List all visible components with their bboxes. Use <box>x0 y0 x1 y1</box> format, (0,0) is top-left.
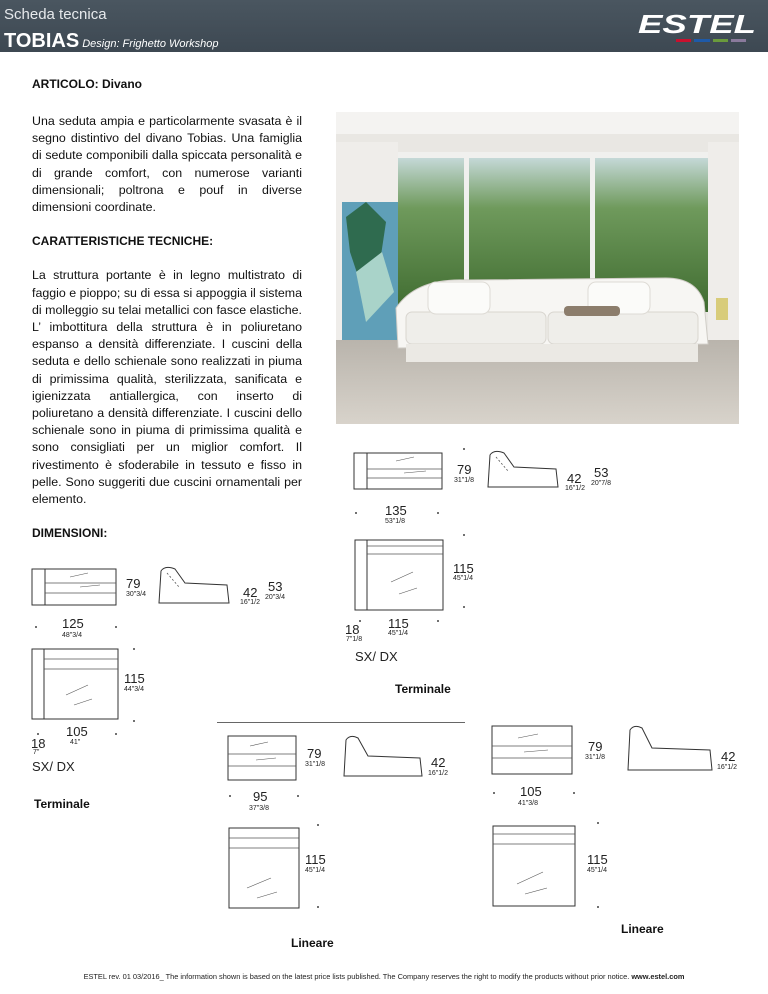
dim-height: 79 <box>126 576 141 591</box>
technical-text: La struttura portante è in legno multistrato di faggio e pioppo; su di essa si appoggia il sistema di molleggio su telai metallici con fasce elastiche. L’ imbottitura della struttura è in poliuretano espanso a densità differenziate. I cuscini della seduta e dello schienale sono realizzati in piuma di primissima qualità, sterilizzata, sanificata e igienizzata antiallergica, con inserto di poliuretano a densità differenziate. I cuscini dello schienale sono in piuma di primissima qualità e sono consigliati per un miglior comfort. Il rivestimento è sfoderabile in tessuto e fisso in pelle. Sono suggeriti due cuscini ornamentali per elemento. <box>32 268 302 507</box>
reference-dot <box>493 792 495 794</box>
doc-type: Scheda tecnica <box>4 6 107 23</box>
reference-dot <box>355 512 357 514</box>
designer-credit: Design: Frighetto Workshop <box>82 38 219 50</box>
reference-dot <box>359 620 361 622</box>
dim-height-in: 31"1/8 <box>454 477 475 484</box>
reference-dot <box>133 720 135 722</box>
reference-dot <box>437 620 439 622</box>
dim-width-in: 37"3/8 <box>249 805 270 812</box>
dim-arm-in: 20"7/8 <box>591 480 612 487</box>
caption-lineare-105: Lineare <box>621 922 664 936</box>
reference-dot <box>229 795 231 797</box>
caption-lineare-95: Lineare <box>291 936 334 950</box>
dim-depth-in: 44"3/4 <box>124 686 145 693</box>
header-bar <box>0 0 768 52</box>
footer-text: ESTEL rev. 01 03/2016_ The information shown is based on the latest price lists published. The Company reserves the right to modify the products without prior notice. <box>83 972 632 981</box>
reference-dot <box>297 795 299 797</box>
dim-inner-in: 41" <box>70 739 81 746</box>
footer-url[interactable]: www.estel.com <box>631 972 685 981</box>
reference-dot <box>573 792 575 794</box>
terminal-side-drawing <box>484 447 564 493</box>
dim-inner-in: 45"1/4 <box>388 630 409 637</box>
dim-seat: 42 <box>721 749 736 764</box>
reference-dot <box>597 822 599 824</box>
terminal-top-drawing <box>30 645 120 721</box>
dim-inner: 105 <box>66 724 88 739</box>
linear-front-drawing <box>490 722 574 778</box>
dim-seat-in: 16"1/2 <box>565 485 586 492</box>
article-heading: ARTICOLO: Divano <box>32 77 142 91</box>
reference-dot <box>35 626 37 628</box>
terminal-top-drawing <box>353 536 445 612</box>
product-name: TOBIAS <box>4 30 80 52</box>
reference-dot <box>463 534 465 536</box>
sofa-photo <box>336 112 739 424</box>
dim-arm-width: 18 <box>31 736 46 751</box>
reference-dot <box>597 906 599 908</box>
dim-arm-in: 20"3/4 <box>265 594 286 601</box>
dim-width-in: 48"3/4 <box>62 632 83 639</box>
side-label: SX/ DX <box>32 759 75 774</box>
reference-dot <box>115 626 117 628</box>
dim-seat-in: 16"1/2 <box>240 599 261 606</box>
dim-height-in: 31"1/8 <box>305 761 326 768</box>
caption-terminale-right: Terminale <box>395 682 451 696</box>
dim-seat: 42 <box>243 585 258 600</box>
product-title <box>4 30 219 53</box>
section-divider <box>217 722 465 723</box>
dim-height-in: 30"3/4 <box>126 591 147 598</box>
footer <box>0 972 768 981</box>
dim-depth: 115 <box>124 671 145 686</box>
dim-width: 105 <box>520 784 542 799</box>
dim-seat: 42 <box>567 471 582 486</box>
linear-side-drawing <box>624 722 716 778</box>
reference-dot <box>115 733 117 735</box>
dim-arm: 53 <box>268 579 283 594</box>
terminal-front-drawing <box>30 563 120 608</box>
dim-height: 79 <box>588 739 603 754</box>
dim-depth-in: 45"1/4 <box>453 575 474 582</box>
article-body <box>32 113 302 508</box>
dim-width: 95 <box>253 789 268 804</box>
terminal-front-drawing <box>352 447 446 493</box>
logo-color-stripes <box>676 39 746 42</box>
terminal-side-drawing <box>155 563 235 608</box>
dim-seat-in: 16"1/2 <box>717 764 738 771</box>
dim-width-in: 41"3/8 <box>518 800 539 807</box>
dim-depth: 115 <box>587 852 608 867</box>
reference-dot <box>133 648 135 650</box>
dim-depth: 115 <box>305 852 326 867</box>
dim-inner: 115 <box>388 616 409 631</box>
estel-logo <box>636 11 758 41</box>
linear-side-drawing <box>340 732 426 784</box>
dim-depth: 115 <box>453 561 474 576</box>
dim-arm: 53 <box>594 465 609 480</box>
caption-terminale-left: Terminale <box>34 797 90 811</box>
article-description: Una seduta ampia e particolarmente svasata è il segno distintivo del divano Tobias. Una famiglia di sedute componibili dalla spiccata personalità e di grande comfort, con numerose varianti dimensionali; poltrona e pouf in diverse dimensioni coordinate. <box>32 114 302 215</box>
svg-text:ESTEL: ESTEL <box>638 11 756 39</box>
dim-height: 79 <box>457 462 472 477</box>
reference-dot <box>463 448 465 450</box>
dim-width: 125 <box>62 616 84 631</box>
linear-top-drawing <box>491 822 577 908</box>
side-label: SX/ DX <box>355 649 398 664</box>
reference-dot <box>463 606 465 608</box>
reference-dot <box>37 733 39 735</box>
dim-seat: 42 <box>431 755 446 770</box>
dim-depth-in: 45"1/4 <box>587 867 608 874</box>
dim-arm-width-in: 7" <box>33 749 40 756</box>
dim-arm-width: 18 <box>345 622 360 637</box>
dim-height-in: 31"1/8 <box>585 754 606 761</box>
dim-arm-width-in: 7"1/8 <box>346 636 363 643</box>
technical-heading: CARATTERISTICHE TECNICHE: <box>32 234 214 249</box>
linear-front-drawing <box>226 732 298 784</box>
dim-height: 79 <box>307 746 322 761</box>
linear-top-drawing <box>227 824 301 910</box>
dim-width-in: 53"1/8 <box>385 518 406 525</box>
dimensions-heading: DIMENSIONI: <box>32 526 108 540</box>
reference-dot <box>317 824 319 826</box>
reference-dot <box>317 906 319 908</box>
reference-dot <box>437 512 439 514</box>
dim-width: 135 <box>385 503 407 518</box>
dim-depth-in: 45"1/4 <box>305 867 326 874</box>
dim-seat-in: 16"1/2 <box>428 770 449 777</box>
